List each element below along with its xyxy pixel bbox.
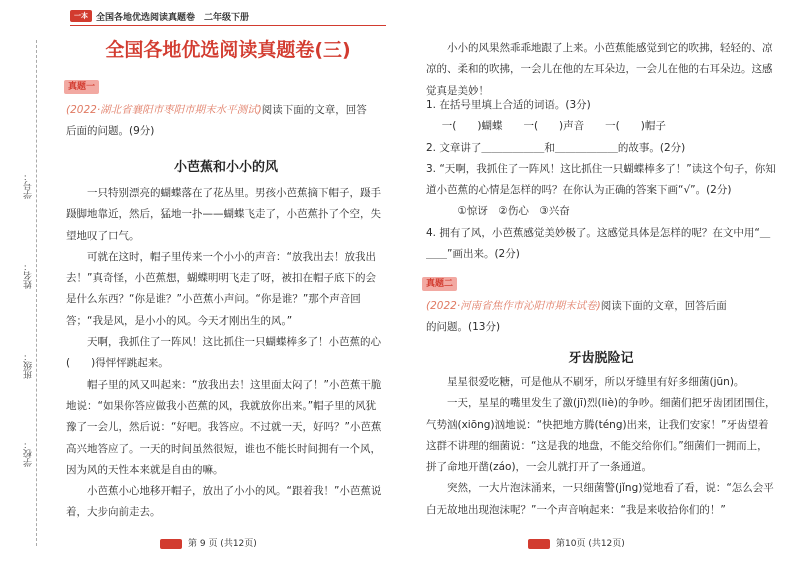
class-label: 班级： [24,352,34,379]
header-rule [70,25,386,26]
running-header: 全国各地优选阅读真题卷 二年级下册 [96,13,250,23]
question-1: 1. 在括号里填上合适的词语。(3分) [426,99,591,111]
question-4: 4. 拥有了风，小芭蕉感觉美妙极了。这感觉具体是怎样的呢？在文中用“＿＿＿”画出来。(2分) [426,226,771,261]
section-tag-2: 真题二 [422,277,457,291]
brand-badge: 一本 [70,10,92,22]
page-number: 第 9 页 (共12页) [188,539,257,549]
cut-line [36,40,37,546]
section1-instruction-b: 后面的问题。(9分) [66,125,155,138]
footer-brand-mark [528,539,550,549]
section1-instruction [66,100,386,143]
right-page [400,0,800,566]
page-number: 第10页 (共12页) [556,539,625,549]
question-1-blanks: 一( )蝴蝶 一( )声音 一( )帽子 [441,120,666,133]
story-title-2: 牙齿脱险记 [568,351,634,366]
section2-instruction-a: 阅读下面的文章，回答后面 [600,300,727,312]
page-footer-left [160,536,257,549]
story-body-1 [66,183,386,524]
exam-title: 全国各地优选阅读真题卷(三) [105,39,351,61]
paragraph: 帽子里的风又叫起来：“放我出去！这里面太闷了！”小芭蕉干脆地说：“如果你答应做我小芭蕉的风，我就放你出来。”帽子里的风犹豫了一会儿，然后说：“好吧。我答应。不过就一天，好吗？”小芭蕉高兴地答应了。一天的时间虽然很短，谁也不能长时间拥有一个风，因为风的天性本来就是自由的嘛。 [66,378,382,476]
section2-instruction [426,296,776,339]
question-3: 3. “天啊，我抓住了一阵风！这比抓住一只蝴蝶棒多了！”读这个句子，你知道小芭蕉的心情是怎样的吗？在你认为正确的答案下画“√”。(2分) [426,162,776,197]
section1-source: (2022·湖北省襄阳市枣阳市期末水平测试) [66,104,262,116]
paragraph: 天啊，我抓住了一阵风！这比抓住一只蝴蝶棒多了！小芭蕉的心( )得怦怦跳起来。 [66,336,381,370]
student-id-label: 学号： [24,172,34,199]
question-list [426,95,776,265]
paragraph: 一只特别漂亮的蝴蝶落在了花丛里。男孩小芭蕉摘下帽子，蹑手蹑脚地靠近，然后，猛地一扑——蝴蝶飞走了，小芭蕉扑了个空，失望地叹了口气。 [66,187,381,242]
page-footer-right [528,536,625,549]
story-title-1: 小芭蕉和小小的风 [173,160,278,175]
question-2: 2. 文章讲了＿＿＿＿＿＿和＿＿＿＿＿＿的故事。(2分) [426,141,686,154]
paragraph: 可就在这时，帽子里传来一个小小的声音：“放我出去！放我出去！”真奇怪，小芭蕉想，蝴蝶明明飞走了呀，被扣在帽子底下的会是什么东西？“你是谁？”小芭蕉小声问。“你是谁？”那个声音回答；“我是风，是小小的风。今天才刚出生的风。” [66,250,376,327]
section-tag-1: 真题一 [64,80,99,94]
story-body-2 [426,372,776,521]
paragraph: 星星很爱吃糖，可是他从不刷牙，所以牙缝里有好多细菌(jūn)。 [447,376,745,388]
story-continuation [426,38,776,102]
section2-source: (2022·河南省焦作市沁阳市期末试卷) [426,300,601,312]
binding-margin [0,0,44,566]
paragraph: 小小的风果然乖乖地跟了上来。小芭蕉能感觉到它的吹拂，轻轻的、凉凉的、柔和的吹拂，一会儿在他的左耳朵边，一会儿在他的右耳朵边。这感觉真是美妙！ [426,42,773,97]
paragraph: 小芭蕉小心地移开帽子，放出了小小的风。“跟着我！”小芭蕉说着，大步向前走去。 [66,485,382,519]
school-label: 学校： [24,440,34,467]
section1-instruction-a: 阅读下面的文章，回答 [261,104,367,116]
section2-instruction-b: 的问题。(13分) [426,321,501,334]
footer-brand-mark [160,539,182,549]
paragraph: 一天，星星的嘴里发生了激(jī)烈(liè)的争吵。细菌们把牙齿团团围住，气势汹(xiōng)汹地说：“快把地方腾(téng)出来，让我们安家！”牙齿望着这群不讲理的细菌说：“这是我的地盘，不能交给你们。”细菌们一拥而上，拼了命地开凿(záo)，一会儿就打开了一条通道。 [426,397,776,474]
paragraph: 突然，一大片泡沫涌来，一只细菌警(jǐng)觉地看了看，说：“怎么会平白无故地出现泡沫呢？”一个声音响起来：“我是来收拾你们的！” [426,482,774,516]
student-name-label: 姓名： [24,262,34,289]
question-3-options: ①惊讶 ②伤心 ③兴奋 [457,205,570,218]
